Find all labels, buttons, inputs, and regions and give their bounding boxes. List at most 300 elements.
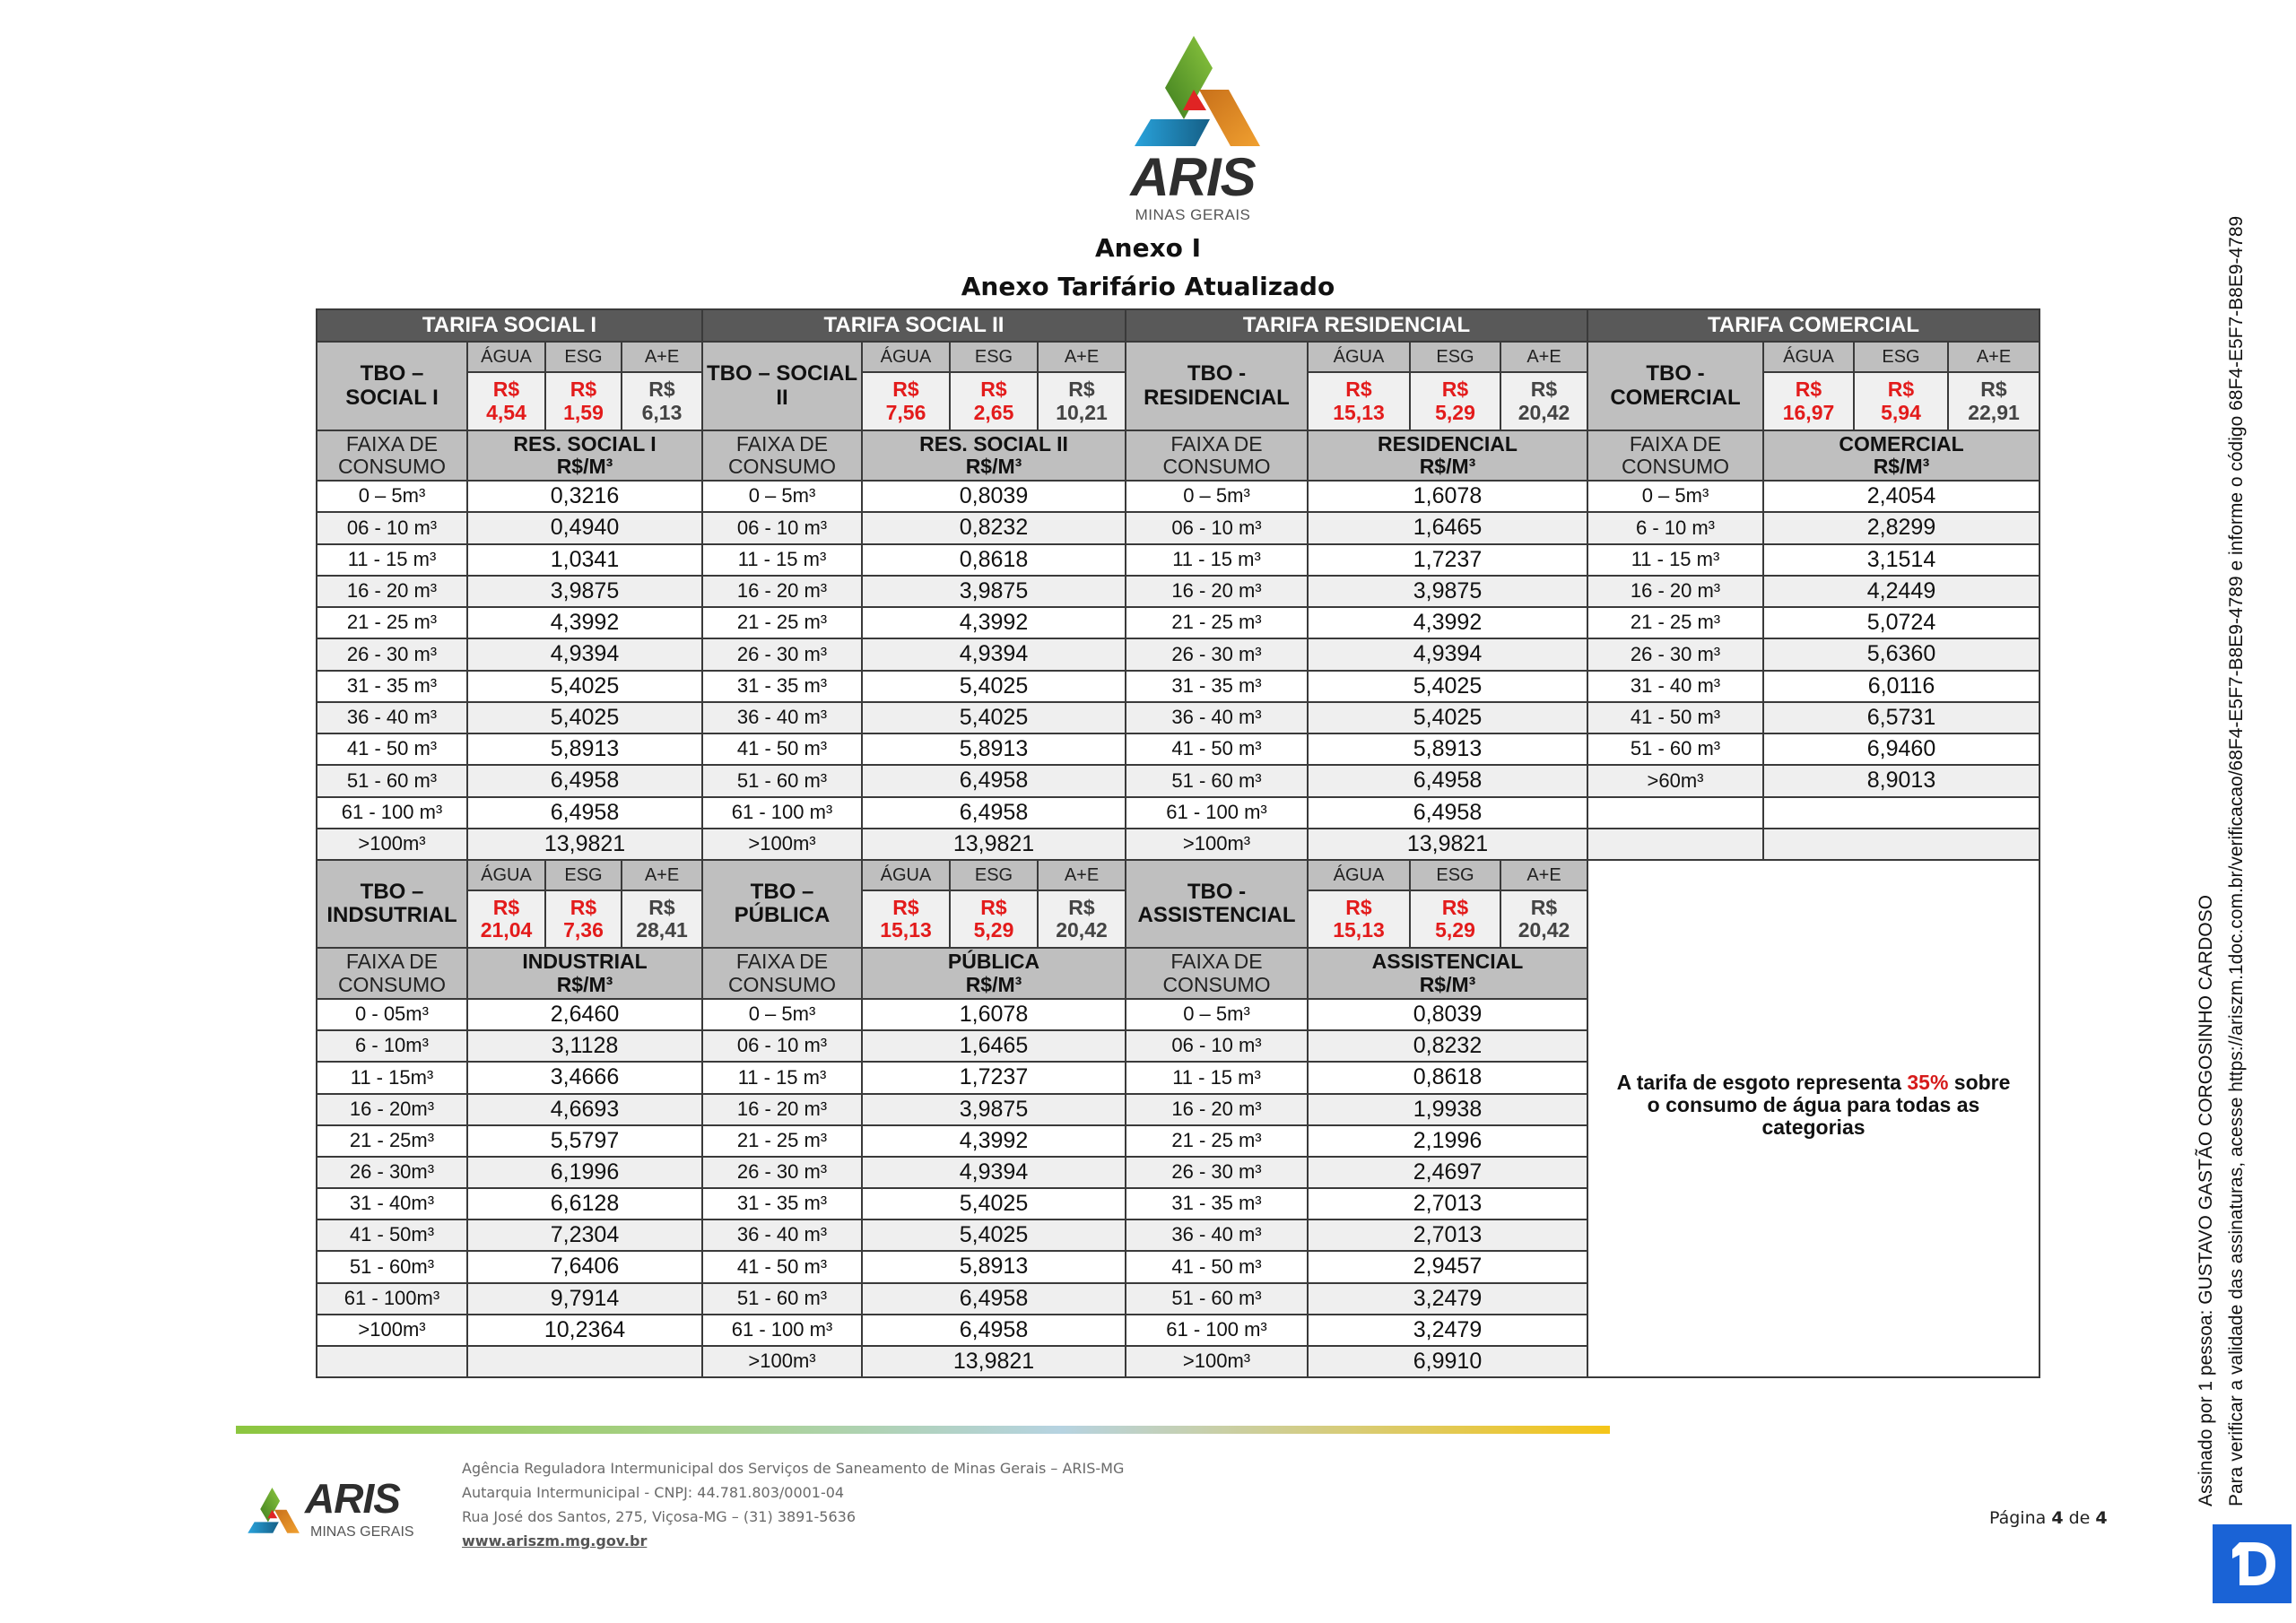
- tariff-value: 5,4025: [861, 1187, 1126, 1220]
- tariff-value: 0,3216: [466, 480, 703, 513]
- esg-header: ESG: [949, 859, 1039, 891]
- tariff-value: 1,6465: [861, 1029, 1126, 1063]
- consumption-range: 26 - 30m³: [316, 1156, 468, 1189]
- ae-header: A+E: [621, 341, 703, 373]
- consumption-range: 11 - 15 m³: [316, 543, 468, 577]
- price-value: 5,29: [1435, 400, 1475, 424]
- price-value: 2,65: [973, 400, 1014, 424]
- footer-cnpj: Autarquia Intermunicipal - CNPJ: 44.781.803/0001-04: [462, 1484, 845, 1501]
- tariff-value: 2,9457: [1307, 1250, 1588, 1284]
- consumption-range: 26 - 30 m³: [701, 1156, 863, 1189]
- ae-header: A+E: [1500, 859, 1588, 891]
- footer-logo-wordmark: ARIS: [305, 1475, 400, 1522]
- tariff-value: 0,8039: [861, 480, 1126, 513]
- consumption-range: 11 - 15 m³: [701, 543, 863, 577]
- currency-label: R$: [1980, 378, 2007, 402]
- category-name: ASSISTENCIAL: [1371, 950, 1524, 974]
- price-value: 15,13: [1333, 400, 1385, 424]
- consumption-range: 41 - 50 m³: [1125, 733, 1309, 766]
- tariff-value: 3,1514: [1762, 543, 2040, 577]
- tariff-value: 10,2364: [466, 1314, 703, 1347]
- unit-label: R$/M³: [556, 455, 613, 478]
- consumption-range: 16 - 20 m³: [1587, 575, 1764, 608]
- tbo-label: TBO – SOCIAL II: [701, 341, 863, 431]
- currency-label: R$: [1887, 378, 1915, 402]
- page-mid: de: [2063, 1508, 2096, 1528]
- price-value: 7,56: [885, 400, 926, 424]
- currency-label: R$: [570, 895, 597, 919]
- faixa-header: FAIXA DE CONSUMO: [1587, 430, 1764, 482]
- footer-website-link[interactable]: www.ariszm.mg.gov.br: [462, 1532, 648, 1549]
- price-value: 20,42: [1518, 918, 1570, 942]
- agua-price: [861, 890, 951, 949]
- consumption-range: 51 - 60 m³: [1587, 733, 1764, 766]
- price-value: 15,13: [1333, 918, 1385, 942]
- currency-label: R$: [1068, 895, 1095, 919]
- tariff-value: 6,4958: [861, 1314, 1126, 1347]
- tariff-value: 2,4697: [1307, 1156, 1588, 1189]
- esg-price: [544, 371, 622, 431]
- tbo-label: TBO - ASSISTENCIAL: [1125, 859, 1309, 949]
- faixa-header: FAIXA DE CONSUMO: [1125, 430, 1309, 482]
- consumption-range: 21 - 25 m³: [1125, 1124, 1309, 1158]
- page-number: [1989, 1506, 2108, 1530]
- currency-label: R$: [1795, 378, 1822, 402]
- unit-label: R$/M³: [1419, 972, 1476, 996]
- consumption-range: 16 - 20 m³: [701, 575, 863, 608]
- consumption-range: 31 - 35 m³: [701, 670, 863, 703]
- currency-label: R$: [1441, 895, 1469, 919]
- consumption-range: 41 - 50m³: [316, 1219, 468, 1252]
- tariff-value: 13,9821: [1307, 828, 1588, 861]
- consumption-range: 41 - 50 m³: [701, 1250, 863, 1284]
- tariff-value: 6,4958: [1307, 764, 1588, 798]
- tariff-value: [1762, 828, 2040, 861]
- consumption-range: 06 - 10 m³: [316, 511, 468, 545]
- tariff-value: 6,4958: [466, 764, 703, 798]
- ae-header: A+E: [621, 859, 703, 891]
- price-value: 22,91: [1968, 400, 2020, 424]
- consumption-range: 26 - 30 m³: [1125, 638, 1309, 672]
- ae-price: [1037, 371, 1126, 431]
- tariff-value: 5,0724: [1762, 606, 2040, 639]
- currency-label: R$: [980, 895, 1007, 919]
- price-value: 21,04: [480, 918, 533, 942]
- consumption-range: 36 - 40 m³: [1125, 1219, 1309, 1252]
- ae-header: A+E: [1037, 859, 1126, 891]
- tariff-value: 4,6693: [466, 1093, 703, 1126]
- unit-label: R$/M³: [1873, 455, 1930, 478]
- logo-subtitle: MINAS GERAIS: [1135, 206, 1251, 223]
- ae-price: [1037, 890, 1126, 949]
- consumption-range: 16 - 20 m³: [1125, 1093, 1309, 1126]
- currency-label: R$: [1068, 378, 1095, 402]
- esg-header: ESG: [1409, 341, 1501, 373]
- category-name: PÚBLICA: [947, 950, 1040, 974]
- note-highlight: 35%: [1907, 1070, 1949, 1094]
- consumption-range: 0 – 5m³: [1125, 998, 1309, 1031]
- tariff-value: 4,2449: [1762, 575, 2040, 608]
- category-name: COMERCIAL: [1839, 431, 1964, 456]
- consumption-range: 51 - 60 m³: [1125, 1282, 1309, 1315]
- esg-price: [949, 890, 1039, 949]
- currency-label: R$: [1530, 895, 1558, 919]
- category-header: [1307, 947, 1588, 1000]
- page-subtitle: Anexo Tarifário Atualizado: [961, 272, 1335, 301]
- sewage-note: [1587, 859, 2040, 1378]
- tariff-value: 3,2479: [1307, 1282, 1588, 1315]
- consumption-range: 31 - 35 m³: [316, 670, 468, 703]
- tariff-value: 13,9821: [466, 828, 703, 861]
- currency-label: R$: [1345, 378, 1372, 402]
- category-header: [861, 947, 1126, 1000]
- price-value: 1,59: [563, 400, 604, 424]
- consumption-range: 0 - 05m³: [316, 998, 468, 1031]
- tariff-value: 5,8913: [861, 733, 1126, 766]
- tariff-value: 5,8913: [466, 733, 703, 766]
- consumption-range: 16 - 20 m³: [316, 575, 468, 608]
- consumption-range: 06 - 10 m³: [701, 1029, 863, 1063]
- consumption-range: >100m³: [316, 828, 468, 861]
- agua-header: ÁGUA: [466, 859, 546, 891]
- section-title: TARIFA SOCIAL I: [316, 308, 703, 343]
- page-current: 4: [2051, 1508, 2064, 1528]
- consumption-range: 26 - 30 m³: [1587, 638, 1764, 672]
- tbo-label: TBO - RESIDENCIAL: [1125, 341, 1309, 431]
- consumption-range: 21 - 25 m³: [1125, 606, 1309, 639]
- consumption-range: 06 - 10 m³: [1125, 1029, 1309, 1063]
- consumption-range: 26 - 30 m³: [1125, 1156, 1309, 1189]
- price-value: 4,54: [486, 400, 526, 424]
- tbo-label: TBO – INDSUTRIAL: [316, 859, 468, 949]
- tariff-value: 2,7013: [1307, 1187, 1588, 1220]
- note-text-after: sobre o consumo de água para todas as categorias: [1647, 1070, 2011, 1140]
- ae-header: A+E: [1500, 341, 1588, 373]
- footer-address: Rua José dos Santos, 275, Viçosa-MG – (31) 3891-5636: [462, 1508, 857, 1525]
- consumption-range: 61 - 100 m³: [1125, 1314, 1309, 1347]
- tariff-value: 5,5797: [466, 1124, 703, 1158]
- ae-header: A+E: [1947, 341, 2040, 373]
- consumption-range: 41 - 50 m³: [316, 733, 468, 766]
- price-value: 20,42: [1518, 400, 1570, 424]
- consumption-range: [1587, 796, 1764, 829]
- esg-header: ESG: [544, 341, 622, 373]
- tariff-value: 5,8913: [1307, 733, 1588, 766]
- consumption-range: 0 – 5m³: [1587, 480, 1764, 513]
- tariff-value: 4,3992: [466, 606, 703, 639]
- tariff-value: 3,1128: [466, 1029, 703, 1063]
- category-name: RESIDENCIAL: [1378, 431, 1518, 456]
- consumption-range: 36 - 40 m³: [316, 701, 468, 734]
- tariff-value: 4,3992: [861, 1124, 1126, 1158]
- tariff-value: 3,4666: [466, 1061, 703, 1095]
- agua-price: [466, 890, 546, 949]
- category-header: [466, 947, 703, 1000]
- consumption-range: >100m³: [316, 1314, 468, 1347]
- consumption-range: 06 - 10 m³: [701, 511, 863, 545]
- currency-label: R$: [570, 378, 597, 402]
- currency-label: R$: [492, 378, 520, 402]
- faixa-header: FAIXA DE CONSUMO: [316, 947, 468, 1000]
- consumption-range: 41 - 50 m³: [701, 733, 863, 766]
- consumption-range: >100m³: [701, 828, 863, 861]
- consumption-range: 11 - 15m³: [316, 1061, 468, 1095]
- esg-price: [1409, 890, 1501, 949]
- tariff-value: 2,1996: [1307, 1124, 1588, 1158]
- unit-label: R$/M³: [1419, 455, 1476, 478]
- consumption-range: 61 - 100 m³: [1125, 796, 1309, 829]
- currency-label: R$: [492, 895, 520, 919]
- consumption-range: 61 - 100 m³: [701, 796, 863, 829]
- tariff-value: 5,4025: [861, 701, 1126, 734]
- price-value: 10,21: [1056, 400, 1108, 424]
- price-value: 28,41: [636, 918, 688, 942]
- consumption-range: 61 - 100m³: [316, 1282, 468, 1315]
- tariff-value: 0,8232: [1307, 1029, 1588, 1063]
- esg-price: [1409, 371, 1501, 431]
- tariff-value: 0,8039: [1307, 998, 1588, 1031]
- consumption-range: 0 – 5m³: [701, 998, 863, 1031]
- price-value: 16,97: [1782, 400, 1835, 424]
- esg-header: ESG: [1853, 341, 1949, 373]
- tariff-value: 5,4025: [1307, 701, 1588, 734]
- price-value: 20,42: [1056, 918, 1108, 942]
- tariff-value: 6,4958: [861, 1282, 1126, 1315]
- tariff-value: 3,9875: [861, 1093, 1126, 1126]
- note-text-before: A tarifa de esgoto representa: [1616, 1070, 1908, 1094]
- consumption-range: 11 - 15 m³: [701, 1061, 863, 1095]
- currency-label: R$: [648, 378, 675, 402]
- tariff-value: 2,4054: [1762, 480, 2040, 513]
- tariff-value: 6,9460: [1762, 733, 2040, 766]
- tariff-value: [1762, 796, 2040, 829]
- tariff-value: 5,6360: [1762, 638, 2040, 672]
- category-header: [1307, 430, 1588, 482]
- esg-price: [949, 371, 1039, 431]
- tariff-value: 6,4958: [861, 796, 1126, 829]
- tariff-value: [466, 1345, 703, 1378]
- agua-price: [1762, 371, 1855, 431]
- esg-header: ESG: [544, 859, 622, 891]
- consumption-range: 16 - 20 m³: [701, 1093, 863, 1126]
- tariff-value: 4,9394: [466, 638, 703, 672]
- consumption-range: 21 - 25m³: [316, 1124, 468, 1158]
- agua-header: ÁGUA: [861, 341, 951, 373]
- consumption-range: >100m³: [1125, 828, 1309, 861]
- onedoc-logo-icon: [2213, 1524, 2292, 1603]
- category-header: [861, 430, 1126, 482]
- tariff-value: 4,3992: [1307, 606, 1588, 639]
- aris-logo-icon: [1117, 34, 1269, 151]
- consumption-range: 51 - 60 m³: [701, 1282, 863, 1315]
- logo-wordmark: ARIS: [1130, 147, 1256, 207]
- esg-price: [1853, 371, 1949, 431]
- consumption-range: 0 – 5m³: [701, 480, 863, 513]
- consumption-range: 06 - 10 m³: [1125, 511, 1309, 545]
- tariff-value: 7,2304: [466, 1219, 703, 1252]
- page-title: Anexo I: [1094, 233, 1202, 263]
- category-header: [466, 430, 703, 482]
- consumption-range: 21 - 25 m³: [1587, 606, 1764, 639]
- ae-price: [1500, 371, 1588, 431]
- footer-agency-name: Agência Reguladora Intermunicipal dos Serviços de Saneamento de Minas Gerais – ARIS-MG: [462, 1460, 1125, 1477]
- tariff-value: 5,4025: [466, 670, 703, 703]
- tariff-value: 3,9875: [1307, 575, 1588, 608]
- footer-logo-subtitle: MINAS GERAIS: [310, 1524, 414, 1540]
- consumption-range: 11 - 15 m³: [1125, 1061, 1309, 1095]
- tariff-value: 3,9875: [466, 575, 703, 608]
- tariff-value: 1,9938: [1307, 1093, 1588, 1126]
- tariff-value: 4,9394: [861, 638, 1126, 672]
- consumption-range: 6 - 10m³: [316, 1029, 468, 1063]
- consumption-range: 21 - 25 m³: [701, 606, 863, 639]
- tariff-value: 0,8232: [861, 511, 1126, 545]
- esg-price: [544, 890, 622, 949]
- tariff-value: 4,3992: [861, 606, 1126, 639]
- price-value: 6,13: [641, 400, 683, 424]
- consumption-range: >100m³: [701, 1345, 863, 1378]
- agua-price: [861, 371, 951, 431]
- consumption-range: 21 - 25 m³: [701, 1124, 863, 1158]
- consumption-range: 31 - 40m³: [316, 1187, 468, 1220]
- consumption-range: 51 - 60 m³: [316, 764, 468, 798]
- currency-label: R$: [1345, 895, 1372, 919]
- consumption-range: 31 - 35 m³: [1125, 1187, 1309, 1220]
- signature-verification: Para verificar a validade das assinaturas, acesse https://ariszm.1doc.com.br/verificacao/68F4-E5F7-B8E9-4789 e informe o código 68F4-E5F7-B8E9-4789: [2226, 215, 2247, 1506]
- currency-label: R$: [892, 378, 919, 402]
- ae-price: [1947, 371, 2040, 431]
- consumption-range: 61 - 100 m³: [701, 1314, 863, 1347]
- tariff-value: 13,9821: [861, 828, 1126, 861]
- tariff-value: 6,6128: [466, 1187, 703, 1220]
- agua-price: [466, 371, 546, 431]
- signature-signer: Assinado por 1 pessoa: GUSTAVO GASTÃO CORGOSINHO CARDOSO: [2196, 895, 2216, 1506]
- consumption-range: 11 - 15 m³: [1587, 543, 1764, 577]
- consumption-range: 21 - 25 m³: [316, 606, 468, 639]
- tariff-value: 6,5731: [1762, 701, 2040, 734]
- consumption-range: 11 - 15 m³: [1125, 543, 1309, 577]
- footer-aris-logo-icon: [240, 1480, 303, 1542]
- agua-header: ÁGUA: [1307, 341, 1411, 373]
- section-title: TARIFA COMERCIAL: [1587, 308, 2040, 343]
- agua-header: ÁGUA: [1307, 859, 1411, 891]
- category-header: [1762, 430, 2040, 482]
- unit-label: R$/M³: [965, 455, 1022, 478]
- tariff-value: 5,4025: [466, 701, 703, 734]
- price-value: 15,13: [880, 918, 932, 942]
- tariff-value: 6,4958: [861, 764, 1126, 798]
- consumption-range: 51 - 60 m³: [701, 764, 863, 798]
- tariff-value: 4,9394: [1307, 638, 1588, 672]
- esg-header: ESG: [949, 341, 1039, 373]
- category-name: RES. SOCIAL I: [513, 431, 657, 456]
- consumption-range: 26 - 30 m³: [701, 638, 863, 672]
- category-name: RES. SOCIAL II: [919, 431, 1068, 456]
- consumption-range: 36 - 40 m³: [701, 1219, 863, 1252]
- faixa-header: FAIXA DE CONSUMO: [701, 430, 863, 482]
- tariff-value: 1,0341: [466, 543, 703, 577]
- section-title: TARIFA RESIDENCIAL: [1125, 308, 1588, 343]
- esg-header: ESG: [1409, 859, 1501, 891]
- consumption-range: 61 - 100 m³: [316, 796, 468, 829]
- tariff-value: 6,4958: [1307, 796, 1588, 829]
- consumption-range: 41 - 50 m³: [1125, 1250, 1309, 1284]
- currency-label: R$: [980, 378, 1007, 402]
- tariff-value: 5,4025: [861, 1219, 1126, 1252]
- currency-label: R$: [1530, 378, 1558, 402]
- price-value: 5,29: [1435, 918, 1475, 942]
- note-text: [1615, 1072, 2012, 1140]
- tariff-value: 3,2479: [1307, 1314, 1588, 1347]
- unit-label: R$/M³: [965, 972, 1022, 996]
- faixa-header: FAIXA DE CONSUMO: [1125, 947, 1309, 1000]
- tariff-value: 2,6460: [466, 998, 703, 1031]
- currency-label: R$: [892, 895, 919, 919]
- price-value: 5,94: [1881, 400, 1921, 424]
- consumption-range: 31 - 35 m³: [1125, 670, 1309, 703]
- tariff-value: 1,7237: [1307, 543, 1588, 577]
- consumption-range: [316, 1345, 468, 1378]
- tariff-value: 6,1996: [466, 1156, 703, 1189]
- tariff-value: 6,0116: [1762, 670, 2040, 703]
- consumption-range: 6 - 10 m³: [1587, 511, 1764, 545]
- ae-price: [621, 890, 703, 949]
- unit-label: R$/M³: [556, 972, 613, 996]
- agua-header: ÁGUA: [861, 859, 951, 891]
- price-value: 5,29: [973, 918, 1014, 942]
- agua-header: ÁGUA: [466, 341, 546, 373]
- tariff-value: 2,8299: [1762, 511, 2040, 545]
- tbo-label: TBO - COMERCIAL: [1587, 341, 1764, 431]
- page-total: 4: [2095, 1508, 2108, 1528]
- tariff-value: 6,9910: [1307, 1345, 1588, 1378]
- agua-price: [1307, 371, 1411, 431]
- consumption-range: 36 - 40 m³: [701, 701, 863, 734]
- tariff-value: 6,4958: [466, 796, 703, 829]
- tbo-label: TBO – SOCIAL I: [316, 341, 468, 431]
- consumption-range: 31 - 40 m³: [1587, 670, 1764, 703]
- tariff-value: 1,7237: [861, 1061, 1126, 1095]
- tariff-value: 3,9875: [861, 575, 1126, 608]
- tariff-value: 2,7013: [1307, 1219, 1588, 1252]
- tariff-value: 0,4940: [466, 511, 703, 545]
- consumption-range: >100m³: [1125, 1345, 1309, 1378]
- tariff-value: 13,9821: [861, 1345, 1126, 1378]
- ae-price: [621, 371, 703, 431]
- tariff-value: 1,6078: [1307, 480, 1588, 513]
- tariff-value: 4,9394: [861, 1156, 1126, 1189]
- tariff-value: 1,6078: [861, 998, 1126, 1031]
- consumption-range: 0 – 5m³: [1125, 480, 1309, 513]
- tariff-value: 8,9013: [1762, 764, 2040, 798]
- consumption-range: 26 - 30 m³: [316, 638, 468, 672]
- consumption-range: [1587, 828, 1764, 861]
- tariff-value: 5,4025: [861, 670, 1126, 703]
- tariff-value: 0,8618: [861, 543, 1126, 577]
- consumption-range: >60m³: [1587, 764, 1764, 798]
- tbo-label: TBO – PÚBLICA: [701, 859, 863, 949]
- consumption-range: 51 - 60m³: [316, 1250, 468, 1284]
- ae-header: A+E: [1037, 341, 1126, 373]
- footer-divider: [236, 1426, 1610, 1434]
- tariff-value: 7,6406: [466, 1250, 703, 1284]
- ae-price: [1500, 890, 1588, 949]
- agua-price: [1307, 890, 1411, 949]
- consumption-range: 0 – 5m³: [316, 480, 468, 513]
- faixa-header: FAIXA DE CONSUMO: [316, 430, 468, 482]
- price-value: 7,36: [563, 918, 604, 942]
- tariff-value: 5,8913: [861, 1250, 1126, 1284]
